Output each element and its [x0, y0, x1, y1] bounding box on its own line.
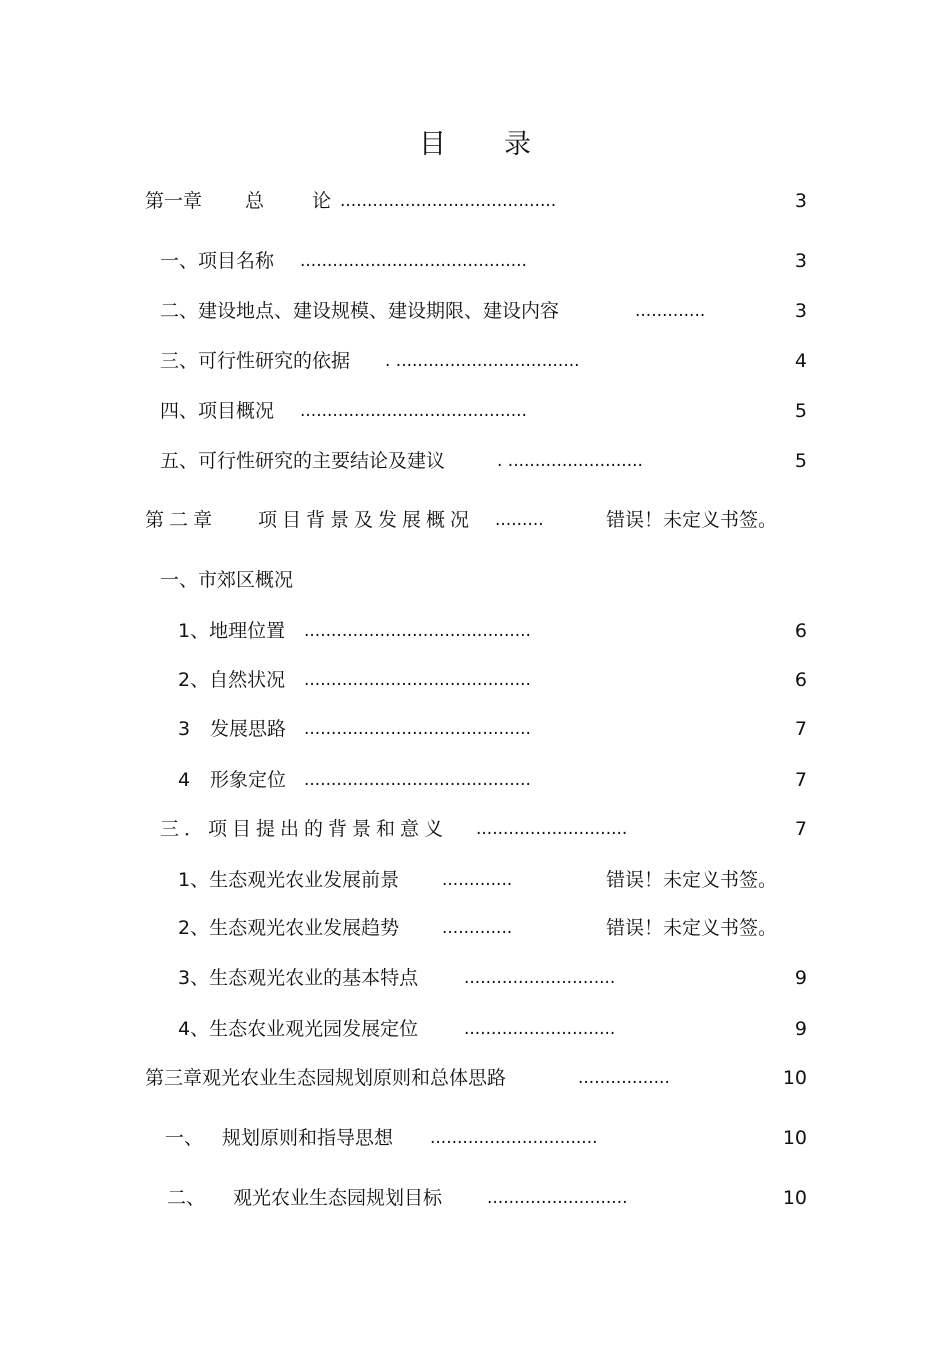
entry-leader-dots: .......................................... — [300, 401, 527, 421]
entry-label: 2、自然状况 — [178, 669, 286, 691]
entry-page-error: 错误！未定义书签。 — [606, 509, 778, 531]
toc-entry-5[interactable] — [0, 447, 950, 475]
entry-page-number: 3 — [794, 190, 807, 212]
entry-label: 观光农业生态园规划目标 — [233, 1187, 443, 1209]
toc-entry-1[interactable] — [0, 247, 950, 275]
entry-leader-dots: ................. — [578, 1068, 670, 1088]
entry-page-number: 10 — [782, 1187, 807, 1209]
entry-page-number: 7 — [794, 818, 807, 840]
toc-title-char-1: 目 — [419, 129, 446, 160]
entry-number: 4 — [178, 769, 191, 791]
entry-label: 2、生态观光农业发展趋势 — [178, 917, 400, 939]
entry-label: 1、生态观光农业发展前景 — [178, 869, 400, 891]
entry-leader-dots: . ......................... — [497, 451, 643, 471]
toc-entry-2[interactable] — [0, 297, 950, 325]
entry-label: 第三章观光农业生态园规划原则和总体思路 — [145, 1067, 507, 1089]
toc-title — [0, 122, 950, 161]
entry-label: 一、市郊区概况 — [160, 569, 294, 591]
entry-page-number: 10 — [782, 1067, 807, 1089]
entry-leader-dots: ............. — [635, 301, 706, 321]
entry-label: 五、可行性研究的主要结论及建议 — [160, 450, 446, 472]
toc-entry-section-3[interactable] — [0, 815, 950, 843]
entry-leader-dots: .......................................... — [304, 621, 531, 641]
toc-entry-3-4[interactable] — [0, 1015, 950, 1043]
entry-label: 论 — [312, 190, 332, 212]
entry-page-number: 6 — [794, 620, 807, 642]
entry-page-number: 9 — [794, 967, 807, 989]
entry-leader-dots: .......................................... — [304, 770, 531, 790]
entry-label: 三、可行性研究的依据 — [160, 350, 351, 372]
entry-leader-dots: ......... — [495, 510, 544, 530]
entry-label: 3、生态观光农业的基本特点 — [178, 967, 419, 989]
toc-entry-1-4[interactable] — [0, 766, 950, 794]
toc-entry-chapter-1[interactable] — [0, 187, 950, 215]
entry-number: 二、 — [167, 1187, 206, 1209]
entry-leader-dots: ............................ — [476, 819, 628, 839]
entry-label: 规划原则和指导思想 — [222, 1127, 394, 1149]
entry-page-error: 错误！未定义书签。 — [606, 869, 778, 891]
toc-title-char-2: 录 — [504, 129, 531, 160]
toc-entry-1-1[interactable] — [0, 617, 950, 645]
toc-entry-4[interactable] — [0, 397, 950, 425]
entry-label: 1、地理位置 — [178, 620, 286, 642]
entry-leader-dots: ............. — [442, 870, 513, 890]
toc-entry-1-2[interactable] — [0, 666, 950, 694]
toc-entry-3-2[interactable] — [0, 914, 950, 942]
entry-leader-dots: ............. — [442, 918, 513, 938]
entry-label: 二、建设地点、建设规模、建设期限、建设内容 — [160, 300, 560, 322]
entry-page-number: 3 — [794, 250, 807, 272]
entry-label: 形象定位 — [210, 769, 287, 791]
entry-label: 一、项目名称 — [160, 250, 275, 272]
entry-page-number: 5 — [794, 400, 807, 422]
toc-entry-chapter-3-2[interactable] — [0, 1184, 950, 1212]
toc-entry-3-3[interactable] — [0, 964, 950, 992]
entry-number: 一、 — [165, 1127, 204, 1149]
entry-leader-dots: . .................................. — [385, 351, 580, 371]
entry-label: 四、项目概况 — [160, 400, 275, 422]
entry-label: 项目背景及发展概况 — [258, 509, 475, 531]
entry-label: 发展思路 — [210, 718, 287, 740]
entry-page-number: 7 — [794, 769, 807, 791]
entry-leader-dots: .......................................... — [304, 670, 531, 690]
entry-page-number: 3 — [794, 300, 807, 322]
entry-page-number: 6 — [794, 669, 807, 691]
entry-leader-dots: .......................................... — [300, 251, 527, 271]
entry-page-error: 错误！未定义书签。 — [606, 917, 778, 939]
toc-entry-chapter-2[interactable] — [0, 506, 950, 534]
entry-page-number: 4 — [794, 350, 807, 372]
entry-leader-dots: ........................................ — [340, 191, 557, 211]
entry-label: 三．项目提出的背景和意义 — [160, 818, 449, 840]
entry-page-number: 9 — [794, 1018, 807, 1040]
entry-page-number: 10 — [782, 1127, 807, 1149]
entry-leader-dots: ............................... — [430, 1128, 598, 1148]
entry-page-number: 7 — [794, 718, 807, 740]
toc-entry-section-1[interactable] — [0, 566, 950, 594]
entry-page-number: 5 — [794, 450, 807, 472]
entry-leader-dots: ............................ — [464, 968, 616, 988]
entry-label: 第二章 — [145, 509, 218, 531]
toc-entry-chapter-3-1[interactable] — [0, 1124, 950, 1152]
entry-label: 4、生态农业观光园发展定位 — [178, 1018, 419, 1040]
toc-entry-3-1[interactable] — [0, 866, 950, 894]
toc-entry-chapter-3[interactable] — [0, 1064, 950, 1092]
entry-label: 第一章 — [145, 190, 203, 212]
entry-leader-dots: .......................................... — [304, 719, 531, 739]
entry-leader-dots: ............................ — [464, 1019, 616, 1039]
entry-label: 总 — [245, 190, 265, 212]
toc-entry-1-3[interactable] — [0, 715, 950, 743]
toc-entry-3[interactable] — [0, 347, 950, 375]
entry-leader-dots: .......................... — [487, 1188, 628, 1208]
entry-number: 3 — [178, 718, 191, 740]
